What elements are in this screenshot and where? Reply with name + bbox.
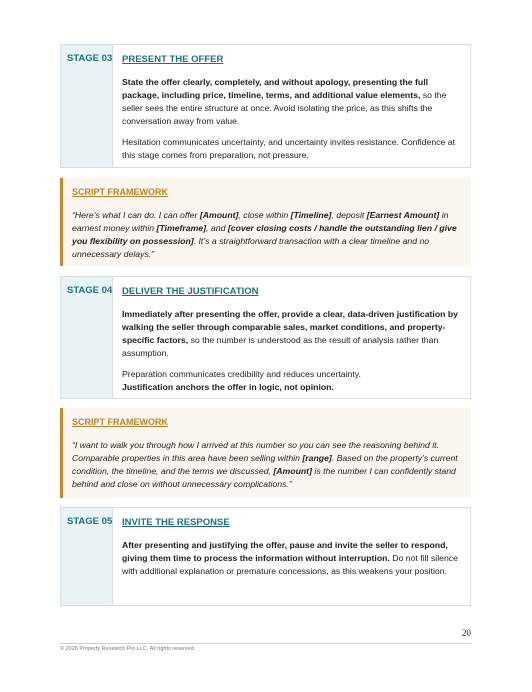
footer-copyright: © 2026 Property Research Pro LLC. All rights reserved. bbox=[60, 646, 196, 652]
stage-label: STAGE 04 bbox=[61, 277, 113, 398]
script-text: “Here’s what I can do. I can offer [Amount], close within [Timeline], deposit [Earnest Amount] in earnest money within [Timeframe], and [cover closing costs / handle the outstanding lien / give you flexibility on possession]. It’s a straightforward transaction with a clear timeline and no unnecessary delays.” bbox=[72, 210, 457, 259]
script-title: SCRIPT FRAMEWORK bbox=[72, 417, 168, 427]
stage-body bbox=[113, 45, 470, 167]
stage-paragraph bbox=[122, 368, 461, 394]
body-text: Preparation communicates credibility and reduces uncertainty. bbox=[122, 369, 361, 379]
stage-paragraph bbox=[122, 539, 461, 578]
stage-03-card bbox=[60, 44, 471, 168]
script-text: “I want to walk you through how I arrived at this number so you can see the reasoning behind it. Comparable properties in this area have been selling within [range]. Based on the property’s current condition, the timeline, and the terms we discussed, [Amount] is the number I can confidently stand behind and close on without unnecessary complications.” bbox=[72, 440, 458, 489]
stage-paragraph bbox=[122, 76, 461, 128]
stage-paragraph bbox=[122, 308, 461, 360]
script-framework-card bbox=[60, 408, 471, 498]
body-text: so the seller sees the entire structure at once. Avoid isolating the price, as this shifts the conversation away from value. bbox=[122, 90, 447, 126]
stage-label: STAGE 03 bbox=[61, 45, 113, 167]
bold-text: After presenting and justifying the offer, pause and invite the seller to respond, giving them time to process the information without interruption. bbox=[122, 540, 448, 563]
page-number: 20 bbox=[462, 628, 471, 638]
stage-body bbox=[113, 277, 470, 398]
stage-04-card bbox=[60, 276, 471, 399]
stage-title: INVITE THE RESPONSE bbox=[122, 517, 230, 528]
stage-title: DELIVER THE JUSTIFICATION bbox=[122, 286, 259, 297]
body-text: so the number is understood as the result of analysis rather than assumption. bbox=[122, 335, 439, 358]
stage-paragraph: Hesitation communicates uncertainty, and uncertainty invites resistance. Confidence at this stage comes from preparation, not pressure. bbox=[122, 137, 456, 160]
bold-text: Justification anchors the offer in logic, not opinion. bbox=[122, 382, 334, 392]
bold-text: Immediately after presenting the offer, provide a clear, data-driven justification by walking the seller through comparable sales, market conditions, and property-specific factors, bbox=[122, 309, 459, 345]
stage-05-card bbox=[60, 507, 471, 606]
stage-title: PRESENT THE OFFER bbox=[122, 54, 224, 65]
stage-label: STAGE 05 bbox=[61, 508, 113, 605]
script-title: SCRIPT FRAMEWORK bbox=[72, 187, 168, 197]
script-framework-card bbox=[60, 178, 471, 266]
bold-text: State the offer clearly, completely, and without apology, presenting the full package, including price, timeline, terms, and additional value elements, bbox=[122, 77, 429, 100]
stage-body bbox=[113, 508, 470, 605]
body-text: Do not fill silence with additional explanation or premature concessions, as this weakens your position. bbox=[122, 553, 458, 576]
footer-divider bbox=[60, 643, 471, 644]
